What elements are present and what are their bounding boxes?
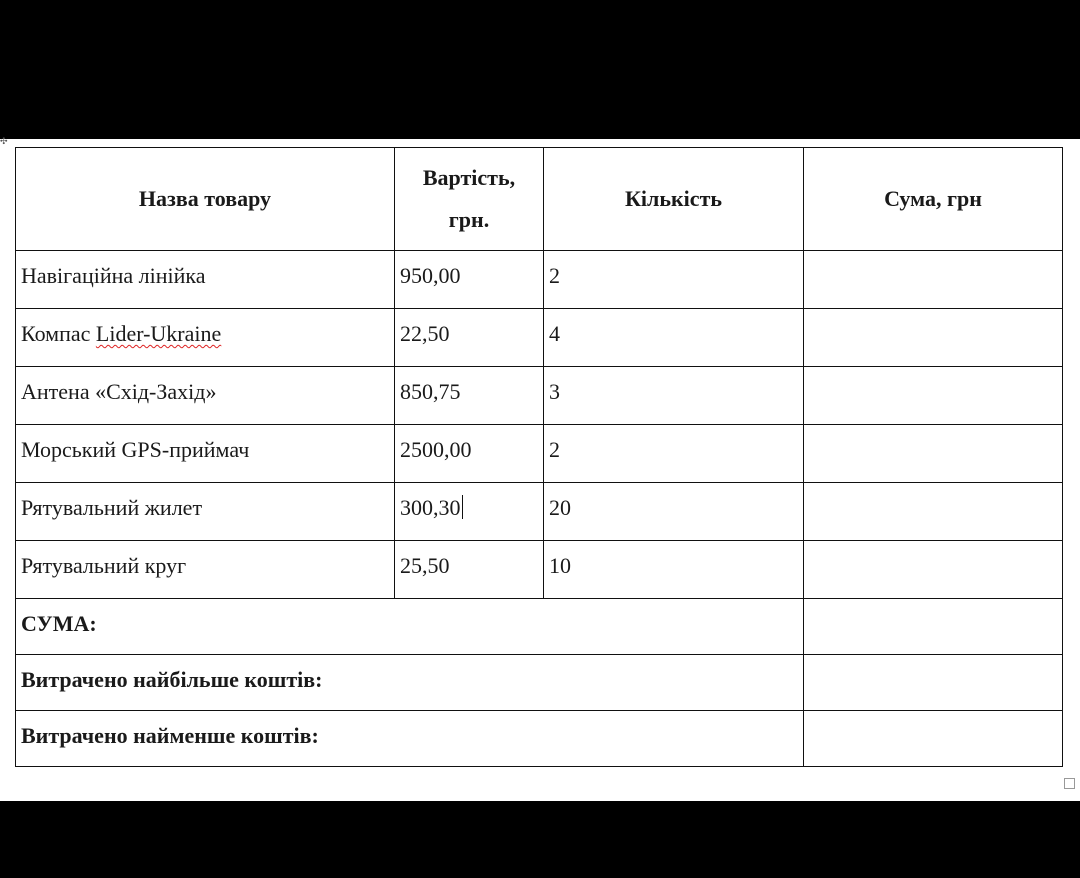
table-row (16, 425, 1063, 483)
header-sum[interactable] (804, 148, 1063, 251)
summary-value[interactable] (804, 599, 1063, 655)
header-price-line2: грн. (448, 207, 490, 232)
cell-name[interactable]: Навігаційна лінійка (16, 251, 395, 309)
header-qty[interactable] (544, 148, 804, 251)
table-row (16, 541, 1063, 599)
cell-price[interactable]: 950,00 (395, 251, 544, 309)
table-move-handle-icon[interactable]: ✣ (0, 136, 8, 146)
cell-price[interactable]: 2500,00 (395, 425, 544, 483)
header-price-line1: Вартість, (422, 165, 516, 190)
cell-sum[interactable] (804, 309, 1063, 367)
cell-name[interactable]: Антена «Схід-Захід» (16, 367, 395, 425)
cell-price[interactable]: 25,50 (395, 541, 544, 599)
cell-sum[interactable] (804, 541, 1063, 599)
cell-sum[interactable] (804, 251, 1063, 309)
cell-price[interactable]: 850,75 (395, 367, 544, 425)
cell-sum[interactable] (804, 483, 1063, 541)
header-price-text (423, 157, 515, 241)
text-cursor (462, 495, 463, 519)
header-price[interactable] (395, 148, 544, 251)
cell-qty[interactable]: 4 (544, 309, 804, 367)
cell-price[interactable]: 22,50 (395, 309, 544, 367)
goods-table (15, 147, 1063, 767)
summary-label[interactable]: Витрачено найменше коштів: (16, 711, 804, 767)
cell-qty[interactable]: 3 (544, 367, 804, 425)
table-row (16, 483, 1063, 541)
header-name-text: Назва товару (138, 186, 272, 211)
cell-qty[interactable]: 20 (544, 483, 804, 541)
summary-value[interactable] (804, 655, 1063, 711)
document-page[interactable] (0, 136, 1080, 801)
header-row (16, 148, 1063, 251)
header-sum-text: Сума, грн (884, 186, 982, 211)
cell-sum[interactable] (804, 425, 1063, 483)
header-name[interactable] (16, 148, 395, 251)
header-qty-text: Кількість (624, 186, 723, 211)
cell-qty[interactable]: 10 (544, 541, 804, 599)
misspelled-word[interactable]: Lider-Ukraine (95, 321, 222, 346)
cell-price[interactable]: 300,30 (395, 483, 544, 541)
cell-sum[interactable] (804, 367, 1063, 425)
summary-label[interactable]: СУМА: (16, 599, 804, 655)
summary-value[interactable] (804, 711, 1063, 767)
cell-name[interactable]: Компас Lider-Ukraine (16, 309, 395, 367)
table-row (16, 309, 1063, 367)
summary-row-min (16, 711, 1063, 767)
table-resize-handle[interactable] (1064, 778, 1075, 789)
cell-name[interactable]: Рятувальний круг (16, 541, 395, 599)
summary-row-total (16, 599, 1063, 655)
table-row (16, 251, 1063, 309)
summary-row-max (16, 655, 1063, 711)
cell-qty[interactable]: 2 (544, 425, 804, 483)
cell-name[interactable]: Рятувальний жилет (16, 483, 395, 541)
table-row (16, 367, 1063, 425)
cell-name[interactable]: Морський GPS-приймач (16, 425, 395, 483)
cell-qty[interactable]: 2 (544, 251, 804, 309)
summary-label[interactable]: Витрачено найбільше коштів: (16, 655, 804, 711)
